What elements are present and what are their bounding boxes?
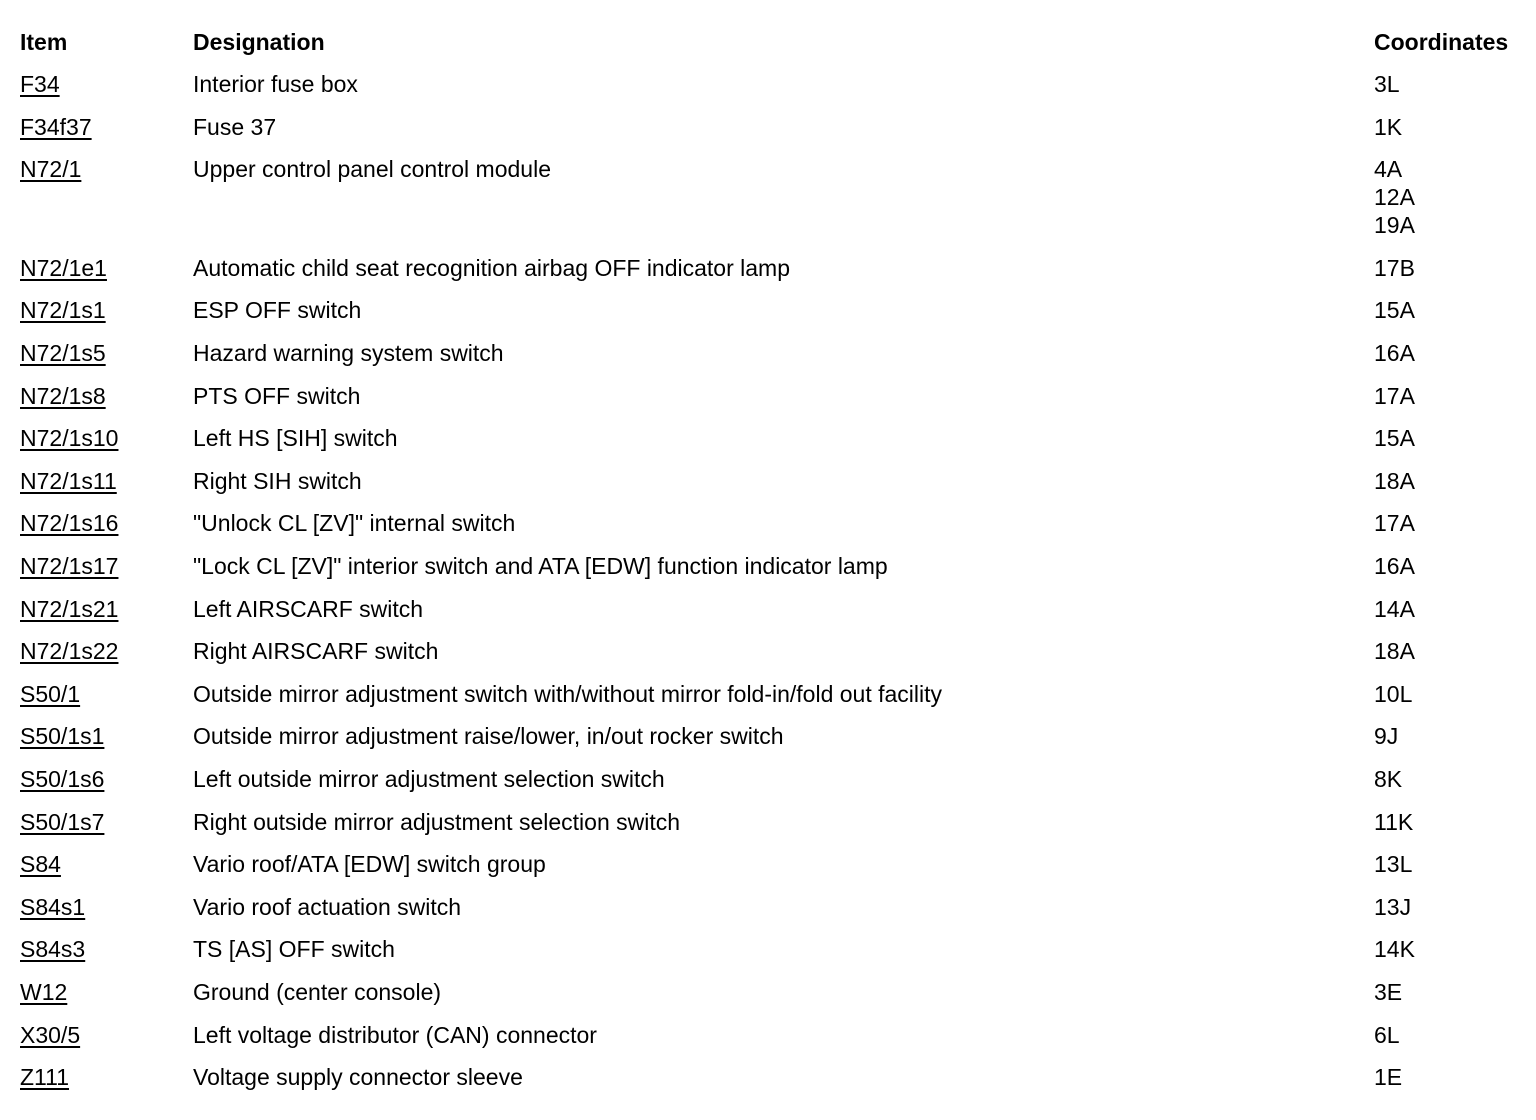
row-coordinates [1374, 113, 1402, 141]
item-link[interactable]: N72/1s16 [20, 510, 119, 536]
item-link[interactable]: N72/1s11 [20, 468, 117, 494]
row-coordinates [1374, 382, 1415, 410]
coordinate-value: 4A [1374, 156, 1403, 182]
item-link[interactable]: N72/1s10 [20, 425, 119, 451]
row-coordinates [1374, 680, 1412, 708]
item-link[interactable]: N72/1s22 [20, 638, 119, 664]
row-coordinates [1374, 1021, 1400, 1049]
item-link[interactable]: N72/1s21 [20, 596, 119, 622]
coordinate-value: 19A [1374, 212, 1415, 238]
row-item [20, 595, 118, 623]
item-link[interactable]: Z111 [20, 1064, 70, 1090]
row-item [20, 765, 104, 793]
row-item [20, 509, 118, 537]
row-coordinates [1374, 978, 1402, 1006]
row-item [20, 935, 85, 963]
row-designation: Left outside mirror adjustment selection switch [193, 766, 665, 792]
item-link[interactable]: F34f37 [20, 114, 92, 140]
coordinate-value: 18A [1374, 468, 1415, 494]
row-item [20, 424, 118, 452]
header-designation: Designation [193, 29, 325, 55]
row-coordinates [1374, 1063, 1402, 1091]
coordinate-value: 14K [1374, 936, 1415, 962]
item-link[interactable]: S84 [20, 851, 61, 877]
row-designation: Outside mirror adjustment raise/lower, in/out rocker switch [193, 723, 784, 749]
row-designation: Right AIRSCARF switch [193, 638, 439, 664]
row-item [20, 850, 61, 878]
row-coordinates [1374, 808, 1413, 836]
item-link[interactable]: N72/1 [20, 156, 82, 182]
row-designation: Ground (center console) [193, 979, 442, 1005]
row-item [20, 382, 106, 410]
row-designation: Vario roof actuation switch [193, 894, 462, 920]
coordinate-value: 16A [1374, 553, 1415, 579]
row-item [20, 893, 85, 921]
row-designation: "Lock CL [ZV]" interior switch and ATA [EDW] function indicator lamp [193, 553, 888, 579]
row-coordinates [1374, 339, 1415, 367]
coordinate-value: 11K [1374, 809, 1414, 835]
row-designation: Left voltage distributor (CAN) connector [193, 1022, 597, 1048]
row-coordinates [1374, 722, 1398, 750]
row-item [20, 1063, 69, 1091]
row-coordinates [1374, 467, 1415, 495]
coordinate-value: 1K [1374, 114, 1403, 140]
row-coordinates [1374, 935, 1415, 963]
row-coordinates [1374, 296, 1415, 324]
row-item [20, 978, 67, 1006]
coordinate-value: 15A [1374, 297, 1415, 323]
row-designation: Right SIH switch [193, 468, 362, 494]
coordinate-value: 1E [1374, 1064, 1403, 1090]
coordinate-value: 17A [1374, 510, 1415, 536]
coordinate-value: 17B [1374, 255, 1415, 281]
row-item [20, 637, 118, 665]
item-link[interactable]: W12 [20, 979, 68, 1005]
row-designation: Outside mirror adjustment switch with/without mirror fold-in/fold out facility [193, 681, 943, 707]
row-designation: Automatic child seat recognition airbag OFF indicator lamp [193, 255, 791, 281]
item-link[interactable]: N72/1s5 [20, 340, 106, 366]
row-designation: Left HS [SIH] switch [193, 425, 398, 451]
coordinate-value: 14A [1374, 596, 1415, 622]
row-designation: Interior fuse box [193, 71, 358, 97]
item-link[interactable]: S50/1s7 [20, 809, 105, 835]
row-designation: Left AIRSCARF switch [193, 596, 424, 622]
row-coordinates [1374, 254, 1415, 282]
coordinate-value: 3E [1374, 979, 1403, 1005]
item-link[interactable]: S50/1s1 [20, 723, 105, 749]
item-link[interactable]: S50/1 [20, 681, 81, 707]
item-link[interactable]: F34 [20, 71, 60, 97]
coordinate-value: 12A [1374, 184, 1415, 210]
item-link[interactable]: N72/1s8 [20, 383, 106, 409]
row-coordinates [1374, 155, 1415, 239]
item-link[interactable]: X30/5 [20, 1022, 81, 1048]
coordinate-value: 16A [1374, 340, 1415, 366]
coordinate-value: 15A [1374, 425, 1415, 451]
row-item [20, 296, 106, 324]
row-coordinates [1374, 765, 1402, 793]
coordinate-value: 18A [1374, 638, 1415, 664]
coordinate-value: 10L [1374, 681, 1413, 707]
coordinate-value: 6L [1374, 1022, 1400, 1048]
row-designation: PTS OFF switch [193, 383, 361, 409]
row-designation: Hazard warning system switch [193, 340, 504, 366]
row-item [20, 552, 118, 580]
row-coordinates [1374, 893, 1411, 921]
row-coordinates [1374, 552, 1415, 580]
row-designation: ESP OFF switch [193, 297, 362, 323]
item-link[interactable]: S84s3 [20, 936, 86, 962]
row-item [20, 113, 92, 141]
row-coordinates [1374, 70, 1400, 98]
row-item [20, 155, 81, 183]
header-coordinates: Coordinates [1374, 29, 1509, 55]
row-item [20, 722, 104, 750]
row-designation: Fuse 37 [193, 114, 277, 140]
row-item [20, 1021, 80, 1049]
coordinate-value: 17A [1374, 383, 1415, 409]
row-designation: Upper control panel control module [193, 156, 551, 182]
row-item [20, 680, 80, 708]
row-coordinates [1374, 637, 1415, 665]
coordinate-value: 13J [1374, 894, 1412, 920]
coordinate-value: 13L [1374, 851, 1413, 877]
coordinate-value: 3L [1374, 71, 1400, 97]
row-item [20, 467, 117, 495]
row-coordinates [1374, 850, 1412, 878]
row-coordinates [1374, 424, 1415, 452]
coordinate-value: 9J [1374, 723, 1399, 749]
item-link[interactable]: S84s1 [20, 894, 86, 920]
coordinate-value: 8K [1374, 766, 1403, 792]
row-item [20, 808, 104, 836]
row-designation: TS [AS] OFF switch [193, 936, 395, 962]
item-link[interactable]: N72/1e1 [20, 255, 107, 281]
row-designation: "Unlock CL [ZV]" internal switch [193, 510, 516, 536]
row-designation: Voltage supply connector sleeve [193, 1064, 523, 1090]
item-link[interactable]: N72/1s1 [20, 297, 106, 323]
row-item [20, 339, 106, 367]
item-link[interactable]: N72/1s17 [20, 553, 119, 579]
row-coordinates [1374, 595, 1415, 623]
item-link[interactable]: S50/1s6 [20, 766, 105, 792]
row-designation: Right outside mirror adjustment selection switch [193, 809, 681, 835]
header-item: Item [20, 29, 68, 55]
row-coordinates [1374, 509, 1415, 537]
row-designation: Vario roof/ATA [EDW] switch group [193, 851, 546, 877]
row-item [20, 70, 60, 98]
row-item [20, 254, 107, 282]
